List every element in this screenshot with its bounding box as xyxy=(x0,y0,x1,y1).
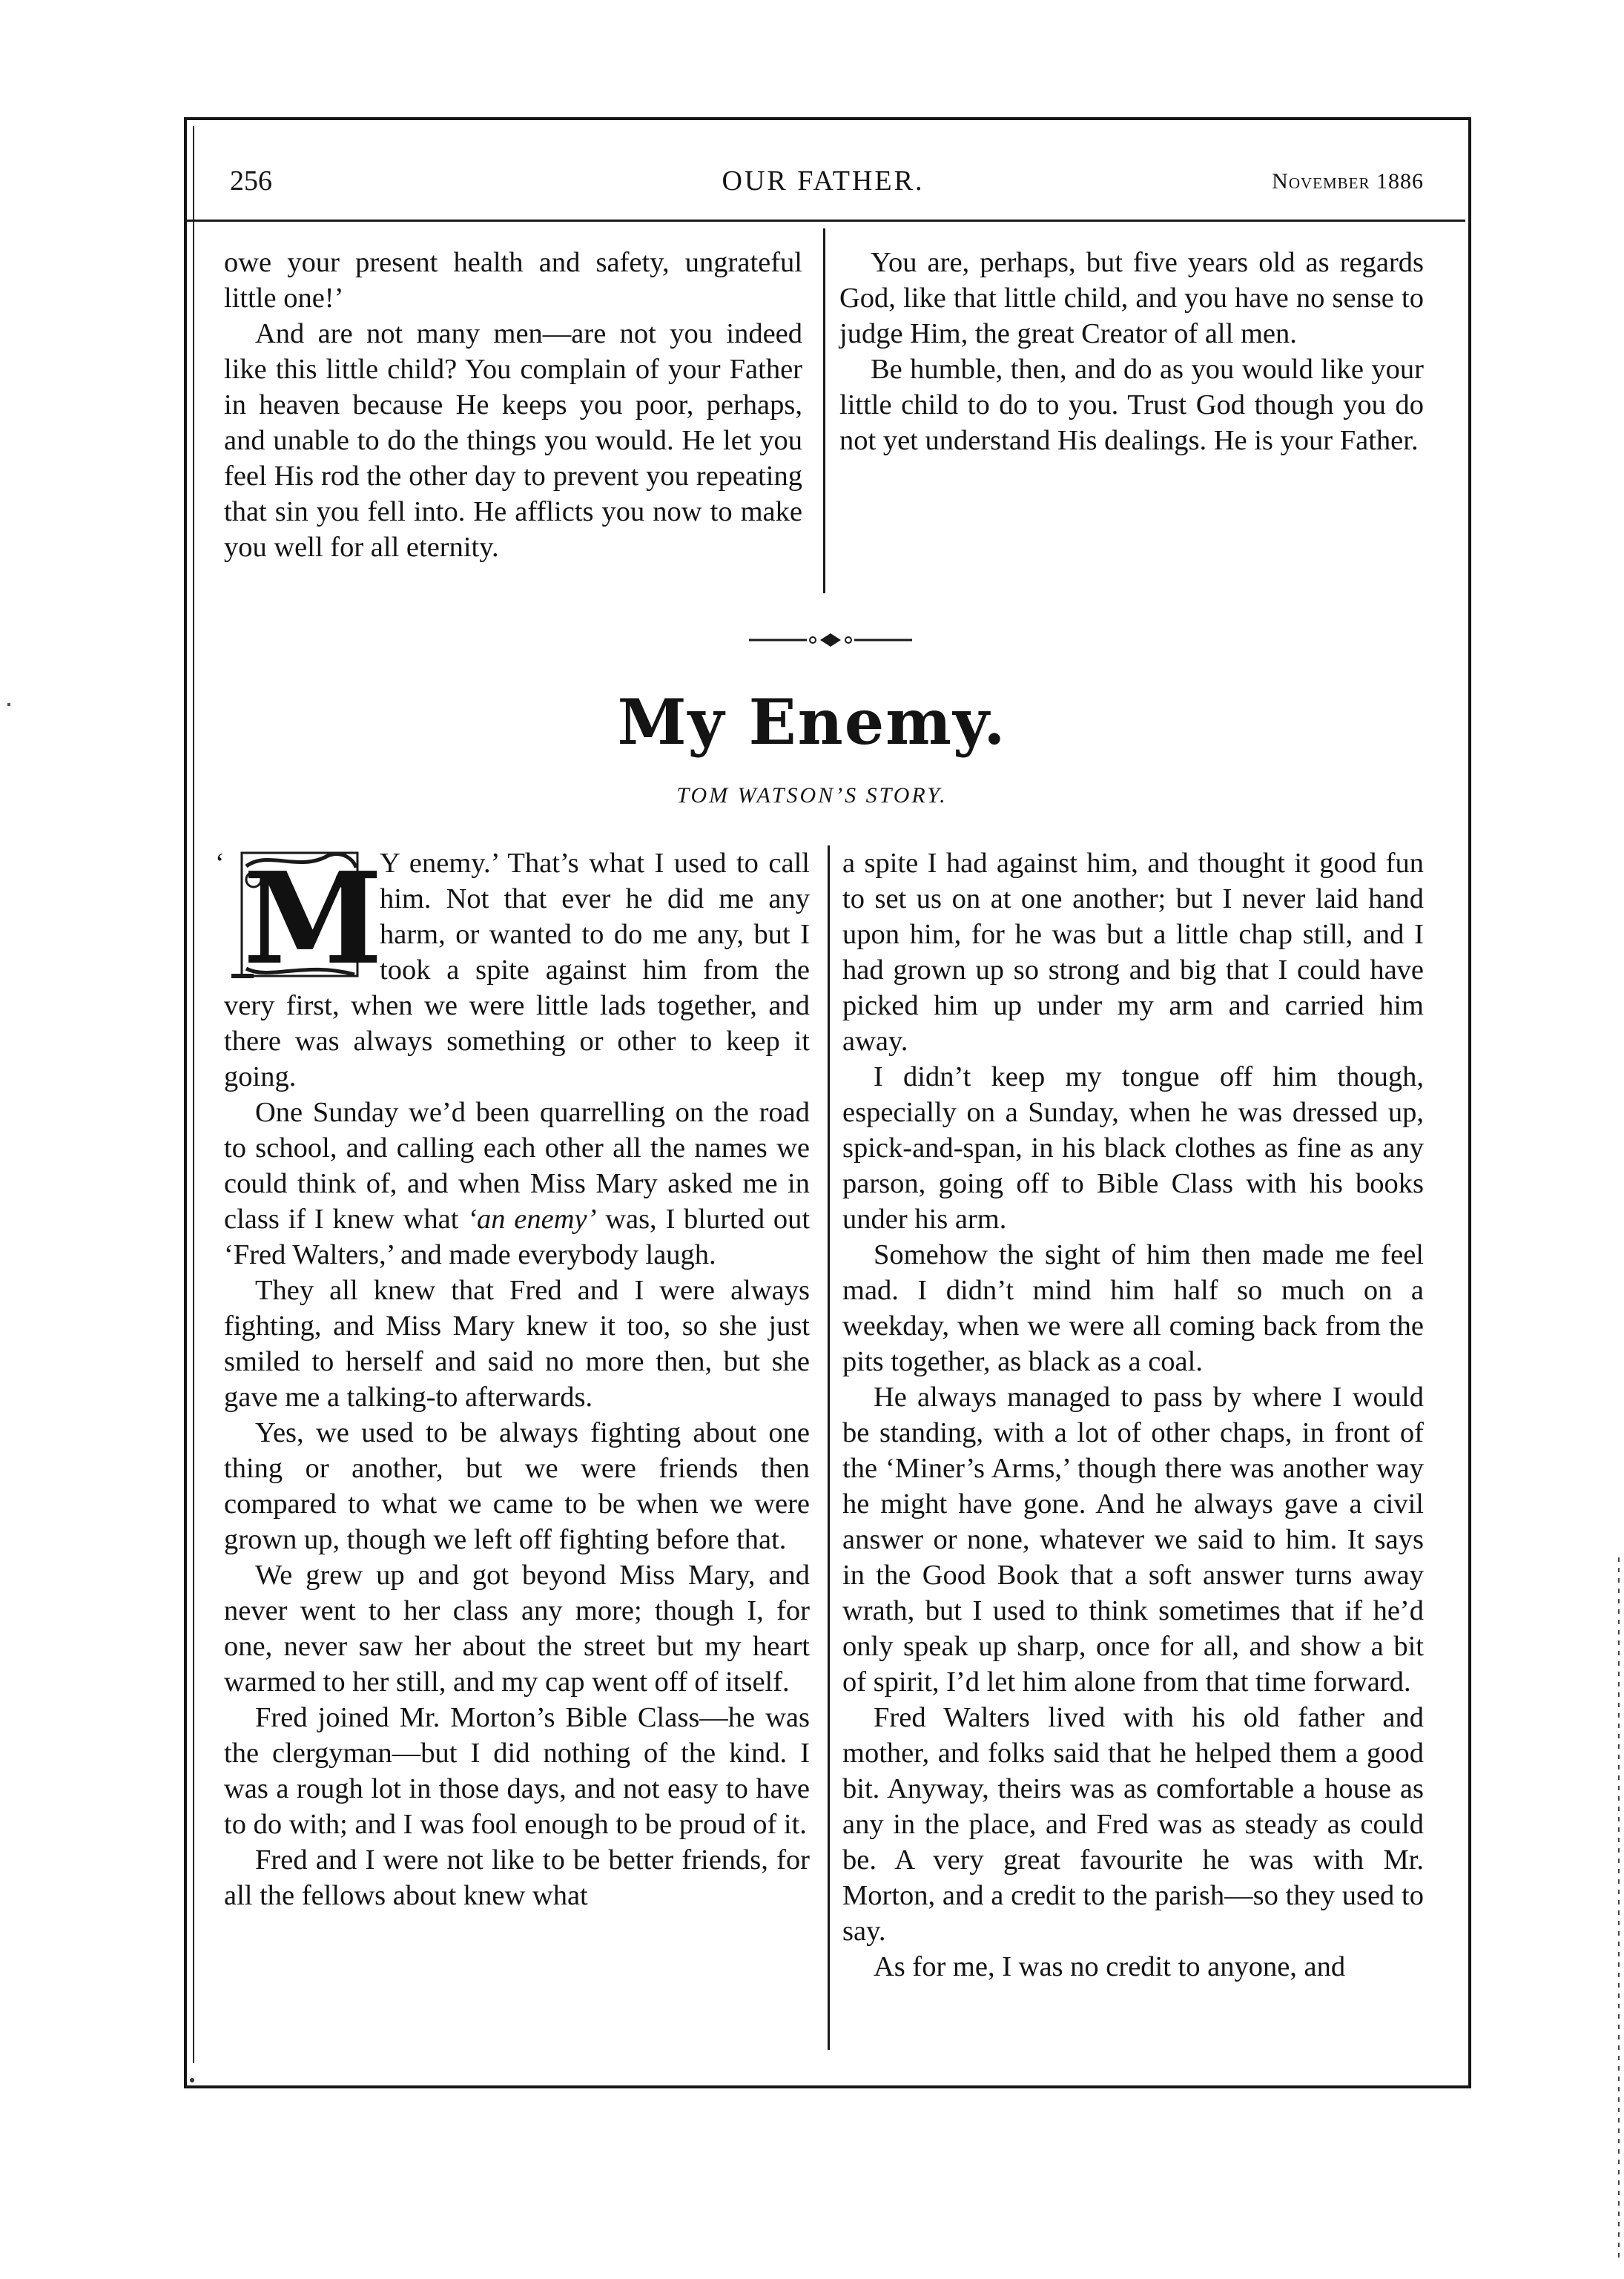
column-divider xyxy=(823,228,825,593)
column-divider xyxy=(828,845,830,2050)
paragraph: Fred Walters lived with his old father and mother, and folks said that he helped them a good bit. Anyway, theirs was as comfortable a house as any in the place, and Fred was as steady as could be. A very great favourite he was with Mr. Morton, and a credit to the parish—so they used to say. xyxy=(842,1702,1424,1947)
page-border-inner xyxy=(193,126,194,2063)
open-quote: ‘ xyxy=(215,848,225,879)
article-right-column xyxy=(842,845,1424,1985)
page-speck xyxy=(190,2078,194,2082)
paragraph: They all knew that Fred and I were always fighting, and Miss Mary knew it too, so she just smiled to herself and said no more then, but she gave me a talking-to afterwards. xyxy=(224,1275,810,1413)
issue-date: November 1886 xyxy=(1272,169,1424,194)
publication-title: OUR FATHER. xyxy=(722,165,925,197)
paragraph: owe your present health and safety, ungrateful little one!’ xyxy=(224,247,802,314)
header-rule xyxy=(187,220,1465,222)
section-ornament xyxy=(749,629,912,651)
paragraph: As for me, I was no credit to anyone, and xyxy=(874,1951,1346,1982)
paragraph: a spite I had against him, and thought it good fun to set us on at one another; but I never laid hand upon him, for he was but a little chap still, and I had grown up so strong and big that I could have picked him up under my arm and carried him away. xyxy=(842,848,1424,1057)
article-subtitle: TOM WATSON’S STORY. xyxy=(676,783,948,808)
paragraph: You are, perhaps, but five years old as regards God, like that little child, and you have no sense to judge Him, the great Creator of all men. xyxy=(839,247,1424,349)
paragraph: Be humble, then, and do as you would like your little child to do to you. Trust God though you do not yet understand His dealings. He is your Father. xyxy=(839,354,1424,456)
paragraph: He always managed to pass by where I would be standing, with a lot of other chaps, in front of the ‘Miner’s Arms,’ though there was another way he might have gone. And he always gave a civil answer or none, whatever we said to him. It says in the Good Book that a soft answer turns away wrath, but I used to think sometimes that if he’d only speak up sharp, once for all, and show a bit of spirit, I’d let him alone from that time forward. xyxy=(842,1382,1424,1698)
paragraph: We grew up and got beyond Miss Mary, and never went to her class any more; though I, for one, never saw her about the street but my heart warmed to her still, and my cap went off of itself. xyxy=(224,1560,810,1698)
top-left-column xyxy=(224,245,802,565)
paragraph: Y enemy.’ That’s what I used to call him. Not that ever he did me any harm, or wanted to do me any, but I took a spite against him from the very first, when we were little lads together, and there was always something or other to keep it going. xyxy=(224,848,810,1092)
dropcap xyxy=(215,845,383,993)
paragraph: Yes, we used to be always fighting about one thing or another, but we were friends then compared to what we came to be when we were grown up, though we left off fighting before that. xyxy=(224,1417,810,1555)
paragraph: One Sunday we’d been quarrelling on the road to school, and calling each other all the names we could think of, and when Miss Mary asked me in class if I knew what ‘an enemy’ was, I blurted out ‘Fred Walters,’ and made everybody laugh. xyxy=(224,1097,811,1270)
paragraph: I didn’t keep my tongue off him though, especially on a Sunday, when he was dressed up, spick-and-span, in his black clothes as fine as any parson, going off to Bible Class with his books under his arm. xyxy=(842,1061,1424,1235)
page-number: 256 xyxy=(230,165,272,197)
dropcap-letter: M xyxy=(243,845,383,993)
article-title: My Enemy. xyxy=(617,685,1007,759)
paragraph: Fred and I were not like to be better friends, for all the fellows about knew what xyxy=(224,1844,810,1911)
article-left-column xyxy=(215,845,811,1913)
top-right-column xyxy=(839,245,1424,458)
running-head xyxy=(222,165,1424,209)
paragraph: Somehow the sight of him then made me feel mad. I didn’t mind him half so much on a weekday, when we were all coming back from the pits together, as black as a coal. xyxy=(842,1239,1424,1377)
paragraph: Fred joined Mr. Morton’s Bible Class—he was the clergyman—but I did nothing of the kind. I was a rough lot in those days, and not easy to have to do with; and I was fool enough to be proud of it. xyxy=(224,1702,810,1840)
paragraph: And are not many men—are not you indeed like this little child? You complain of your Father in heaven because He keeps you poor, perhaps, and unable to do the things you would. He let you feel His rod the other day to prevent you repeating that sin you fell into. He afflicts you now to make you well for all eternity. xyxy=(224,318,802,563)
binding-edge xyxy=(1618,1557,1620,2262)
emphasis: ‘an enemy’ xyxy=(467,1204,597,1235)
